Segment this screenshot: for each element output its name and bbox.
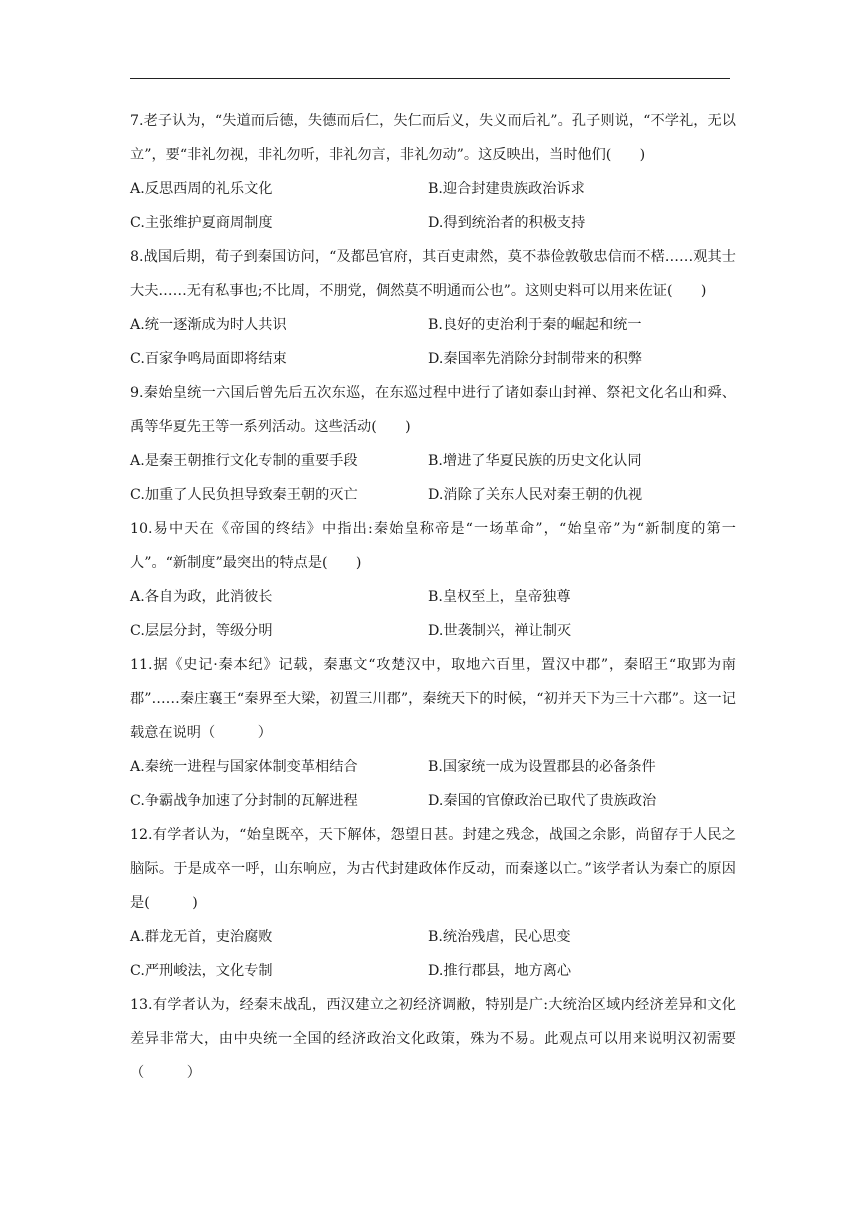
option-grid: [130, 750, 736, 818]
option-c: C.严刑峻法，文化专制: [130, 963, 273, 979]
question-8: [130, 240, 736, 376]
option-a: A.统一逐渐成为时人共识: [130, 317, 287, 333]
option-c: C.百家争鸣局面即将结束: [130, 351, 287, 367]
question-list: [130, 104, 736, 1090]
question-7: [130, 104, 736, 240]
question-10: [130, 512, 736, 648]
question-stem: 13.有学者认为，经秦末战乱，西汉建立之初经济调敝，特别是广:大统治区域内经济差异和文化差异非常大，由中央统一全国的经济政治文化政策，殊为不易。此观点可以用来说明汉初需要（ ）: [130, 997, 736, 1081]
option-d: D.消除了关东人民对秦王朝的仇视: [428, 487, 643, 503]
option-b: B.迎合封建贵族政治诉求: [428, 181, 585, 197]
question-stem: 7.老子认为，“失道而后德，失德而后仁，失仁而后义，失义而后礼”。孔子则说，“不学礼，无以立”，要“非礼勿视，非礼勿听，非礼勿言，非礼勿动”。这反映出，当时他们( ): [130, 113, 736, 163]
option-c: C.层层分封，等级分明: [130, 623, 273, 639]
option-c: C.争霸战争加速了分封制的瓦解进程: [130, 793, 358, 809]
option-b: B.良好的吏治利于秦的崛起和统一: [428, 317, 642, 333]
question-12: [130, 818, 736, 988]
question-9: [130, 376, 736, 512]
option-c: C.主张维护夏商周制度: [130, 215, 273, 231]
question-13: [130, 988, 736, 1090]
option-a: A.秦统一进程与国家体制变革相结合: [130, 759, 358, 775]
option-grid: [130, 172, 736, 240]
question-11: [130, 648, 736, 818]
option-a: A.反思西周的礼乐文化: [130, 181, 273, 197]
option-b: B.增进了华夏民族的历史文化认同: [428, 453, 642, 469]
option-a: A.是秦王朝推行文化专制的重要手段: [130, 453, 358, 469]
option-grid: [130, 444, 736, 512]
option-b: B.国家统一成为设置郡县的必备条件: [428, 759, 656, 775]
question-stem: 11.据《史记·秦本纪》记载，秦惠文“攻楚汉中，取地六百里，置汉中郡”，秦昭王“取郢为南郡”……秦庄襄王“秦界至大梁，初置三川郡”，秦统天下的时候，“初并天下为三十六郡”。这一记载意在说明（ ）: [130, 657, 736, 741]
option-d: D.秦国率先消除分封制带来的积弊: [428, 351, 643, 367]
option-grid: [130, 580, 736, 648]
option-b: B.统治残虐，民心思变: [428, 929, 571, 945]
option-d: D.秦国的官僚政治已取代了贵族政治: [428, 793, 657, 809]
question-stem: 8.战国后期，荀子到秦国访问，“及都邑官府，其百吏肃然，莫不恭俭敦敬忠信而不楛……观其士大夫……无有私事也;不比周，不朋党，倜然莫不明通而公也”。这则史料可以用来佐证( ): [130, 249, 736, 299]
option-d: D.世袭制兴，禅让制灭: [428, 623, 572, 639]
option-d: D.推行郡县，地方离心: [428, 963, 572, 979]
option-a: A.群龙无首，吏治腐败: [130, 929, 273, 945]
option-b: B.皇权至上，皇帝独尊: [428, 589, 571, 605]
option-grid: [130, 920, 736, 988]
question-stem: 9.秦始皇统一六国后曾先后五次东巡，在东巡过程中进行了诸如泰山封禅、祭祀文化名山和舜、禹等华夏先王等一系列活动。这些活动( ): [130, 385, 736, 435]
question-stem: 10.易中天在《帝国的终结》中指出:秦始皇称帝是“一场革命”，“始皇帝”为“新制度的第一人”。“新制度”最突出的特点是( ): [130, 521, 736, 571]
question-stem: 12.有学者认为，“始皇既卒，天下解体，怨望日甚。封建之残念，战国之余影，尚留存于人民之脑际。于是成卒一呼，山东响应，为古代封建政体作反动，而秦遂以亡。”该学者认为秦亡的原因是( ): [130, 827, 736, 911]
option-grid: [130, 308, 736, 376]
option-c: C.加重了人民负担导致秦王朝的灭亡: [130, 487, 358, 503]
option-a: A.各自为政，此消彼长: [130, 589, 273, 605]
header-rule: [130, 78, 730, 79]
option-d: D.得到统治者的积极支持: [428, 215, 586, 231]
